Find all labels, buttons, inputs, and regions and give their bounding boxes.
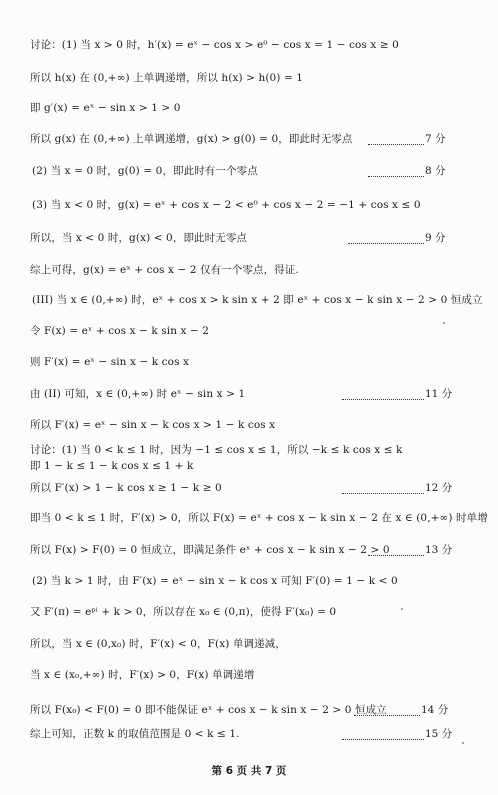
solution-line-23: 所以 F(x₀) < F(0) = 0 即不能保证 eˣ + cos x − k sin x − 2 > 0 恒成立 [30,704,387,716]
score-leader-dots [368,554,424,556]
score-14: 14 分 [421,704,449,716]
solution-line-5: (2) 当 x = 0 时，g(0) = 0，即此时有一个零点 [32,165,258,177]
score-leader-dots [342,398,424,400]
solution-line-15: 即 1 − k ≤ 1 − k cos x ≤ 1 + k [30,460,194,472]
solution-line-3: 即 g′(x) = eˣ − sin x > 1 > 0 [30,102,181,114]
scan-speck [401,608,403,610]
score-leader-dots [348,242,424,244]
score-leader-dots [342,738,424,740]
solution-line-2: 所以 h(x) 在 (0,+∞) 上单调递增，所以 h(x) > h(0) = 1 [30,72,304,84]
scan-speck [443,322,445,324]
solution-line-14: 讨论：(1) 当 0 < k ≤ 1 时，因为 −1 ≤ cos x ≤ 1，所以 −k ≤ k cos x ≤ k [30,444,403,456]
score-11: 11 分 [425,388,453,400]
solution-line-7: 所以，当 x < 0 时，g(x) < 0，即此时无零点 [30,232,248,244]
score-leader-dots [368,143,424,145]
solution-line-9: (III) 当 x ∈ (0,+∞) 时，eˣ + cos x > k sin x + 2 即 eˣ + cos x − k sin x − 2 > 0 恒成立 [32,294,483,306]
solution-line-1: 讨论：(1) 当 x > 0 时，h′(x) = eˣ − cos x > e⁰ − cos x = 1 − cos x ≥ 0 [30,39,399,51]
score-9: 9 分 [425,232,446,244]
solution-line-4: 所以 g(x) 在 (0,+∞) 上单调递增，g(x) > g(0) = 0，即此时无零点 [30,133,353,145]
score-13: 13 分 [425,544,453,556]
score-12: 12 分 [425,482,453,494]
solution-line-20: 又 F′(π) = eᵖⁱ + k > 0，所以存在 x₀ ∈ (0,π)，使得 F′(x₀) = 0 [30,606,337,618]
solution-line-17: 即当 0 < k ≤ 1 时，F′(x) > 0，所以 F(x) = eˣ + cos x − k sin x − 2 在 x ∈ (0,+∞) 时单增 [30,512,488,524]
score-7: 7 分 [425,133,446,145]
score-15: 15 分 [425,728,453,740]
solution-line-11: 则 F′(x) = eˣ − sin x − k cos x [30,356,190,368]
score-leader-dots [354,714,420,716]
solution-line-21: 所以，当 x ∈ (0,x₀) 时，F′(x) < 0，F(x) 单调递减， [30,638,286,650]
solution-line-6: (3) 当 x < 0 时，g(x) = eˣ + cos x − 2 < e⁰ + cos x − 2 = −1 + cos x ≤ 0 [32,199,421,211]
solution-line-22: 当 x ∈ (x₀,+∞) 时，F′(x) > 0，F(x) 单调递增 [30,669,255,681]
page-footer: 第 6 页 共 7 页 [211,765,287,777]
solution-line-12: 由 (II) 可知，x ∈ (0,+∞) 时 eˣ − sin x > 1 [30,388,246,400]
solution-line-10: 令 F(x) = eˣ + cos x − k sin x − 2 [30,325,210,337]
score-leader-dots [342,492,424,494]
solution-line-13: 所以 F′(x) = eˣ − sin x − k cos x > 1 − k cos x [30,419,276,431]
scan-speck [462,742,464,744]
solution-line-8: 综上可得，g(x) = eˣ + cos x − 2 仅有一个零点，得证. [30,264,299,276]
score-leader-dots [368,175,424,177]
solution-line-16: 所以 F′(x) > 1 − k cos x ≥ 1 − k ≥ 0 [30,482,222,494]
score-8: 8 分 [425,165,446,177]
solution-line-18: 所以 F(x) > F(0) = 0 恒成立，即满足条件 eˣ + cos x − k sin x − 2 > 0 [30,544,390,556]
solution-line-19: (2) 当 k > 1 时，由 F′(x) = eˣ − sin x − k cos x 可知 F′(0) = 1 − k < 0 [32,575,398,587]
solution-line-24: 综上可知，正数 k 的取值范围是 0 < k ≤ 1. [30,728,240,740]
